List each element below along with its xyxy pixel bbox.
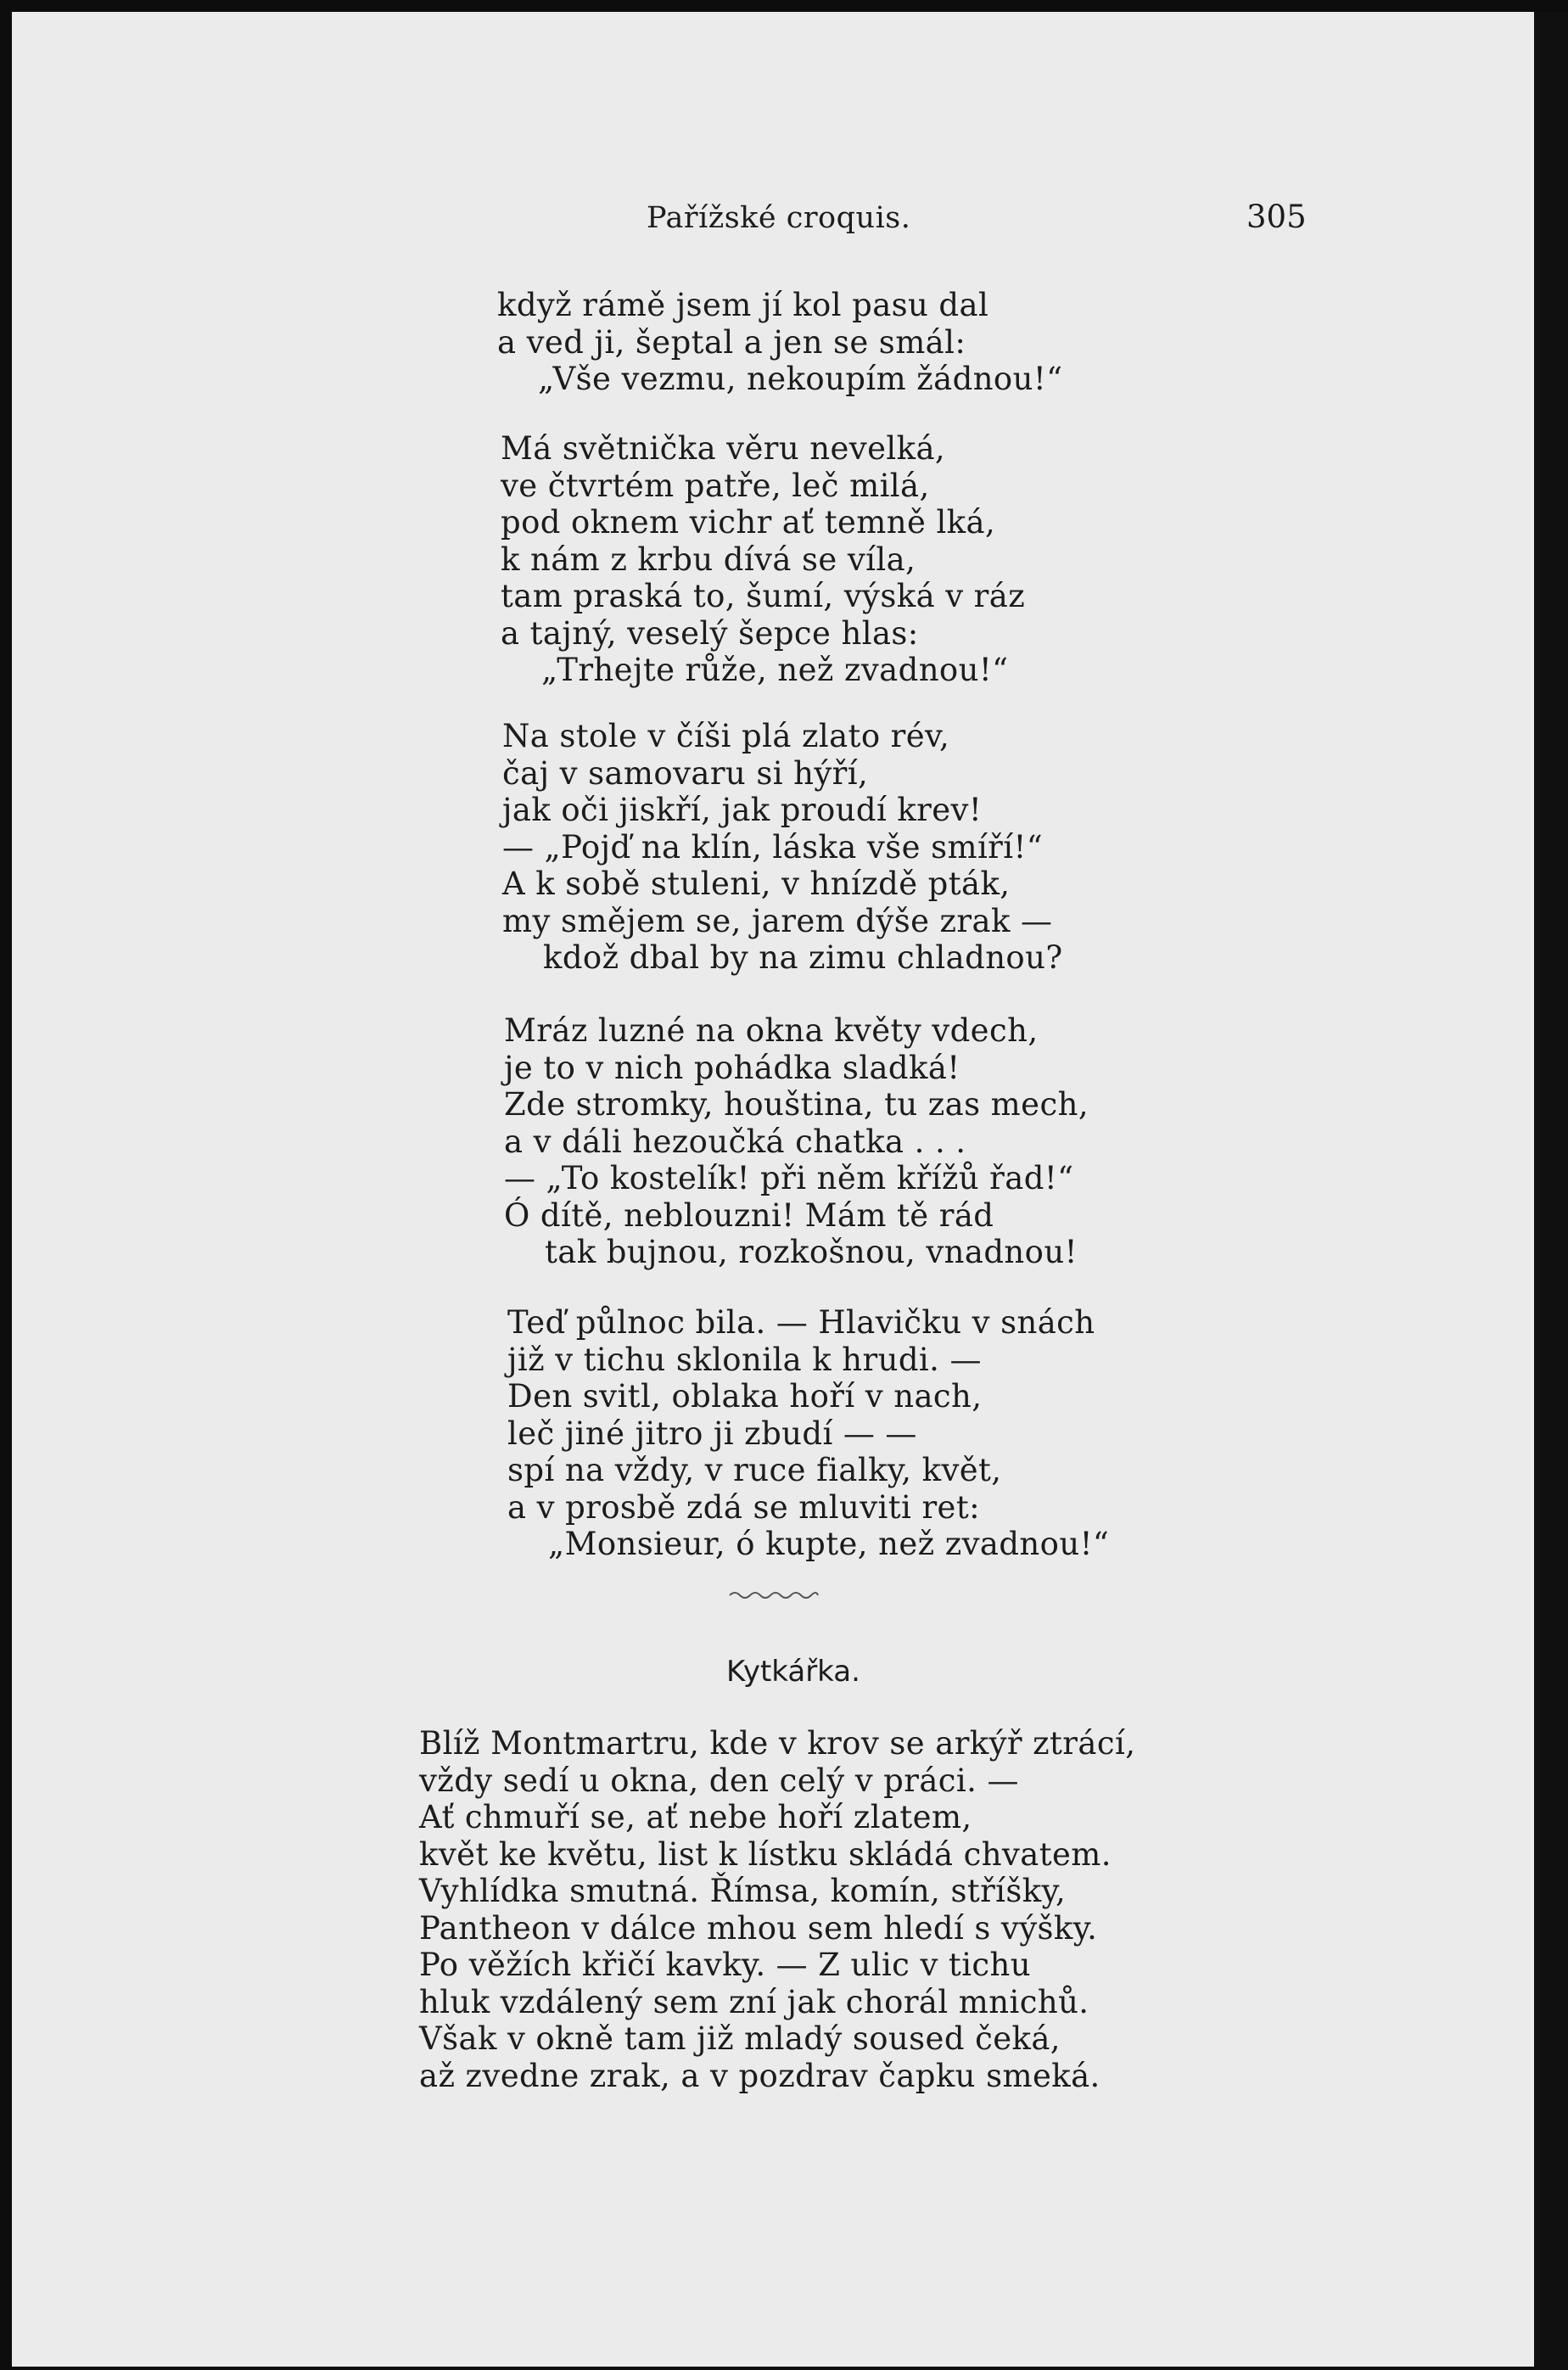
verse-line: je to v nich pohádka sladká! [504, 1049, 960, 1086]
verse-line: a v prosbě zdá se mluviti ret: [507, 1488, 980, 1526]
poem-stanza [502, 718, 1063, 977]
verse-line: Na stole v číši plá zlato rév, [502, 718, 950, 754]
verse-line: k nám z krbu dívá se víla, [501, 541, 916, 578]
verse-line: A k sobě stuleni, v hnízdě pták, [502, 866, 1011, 902]
verse-line: leč jiné jitro ji zbudí — — [507, 1415, 917, 1452]
poem-stanza [497, 287, 1062, 398]
verse-line: Blíž Montmartru, kde v krov se arkýř ztrácí, [419, 1725, 1136, 1762]
verse-line: my smějem se, jarem dýše zrak — [502, 902, 1053, 939]
poem-stanza [507, 1304, 1109, 1563]
page-number: 305 [1246, 199, 1307, 235]
verse-line: Ó dítě, neblouzni! Mám tě rád [504, 1196, 994, 1234]
verse-line: a v dáli hezoučká chatka . . . [504, 1123, 966, 1160]
page-edge-shadow [1534, 12, 1568, 2370]
verse-line: „Vše vezmu, nekoupím žádnou!“ [538, 361, 1063, 397]
verse-line: pod oknem vichr ať temně lká, [501, 504, 996, 541]
verse-line: až zvedne zrak, a v pozdrav čapku smeká. [419, 2057, 1100, 2094]
verse-line: — „To kostelík! při něm křížů řad!“ [504, 1160, 1074, 1196]
verse-line: kdož dbal by na zimu chladnou? [543, 939, 1063, 976]
verse-line: Vyhlídka smutná. Římsa, komín, stříšky, [419, 1873, 1067, 1909]
verse-line: ve čtvrtém patře, leč milá, [501, 467, 930, 504]
verse-line: vždy sedí u okna, den celý v práci. — [419, 1762, 1019, 1799]
verse-line: tam praská to, šumí, výská v ráz [501, 578, 1026, 614]
verse-line: jak oči jiskří, jak proudí krev! [502, 792, 983, 828]
wave-divider-ornament [728, 1588, 820, 1602]
verse-line: již v tichu sklonila k hrudi. — [507, 1341, 982, 1378]
poem-title: Kytkářka. [726, 1655, 860, 1689]
running-title: Pařížské croquis. [647, 201, 911, 235]
verse-line: a ved ji, šeptal a jen se smál: [497, 323, 966, 361]
verse-line: Ať chmuří se, ať nebe hoří zlatem, [419, 1799, 972, 1835]
verse-line: „Trhejte růže, než zvadnou!“ [541, 652, 1009, 688]
verse-line: Po věžích křičí kavky. — Z ulic v tichu [419, 1947, 1032, 1983]
verse-line: „Monsieur, ó kupte, než zvadnou!“ [548, 1526, 1110, 1562]
verse-line: Však v okně tam již mladý soused čeká, [419, 2020, 1061, 2057]
verse-line: — „Pojď na klín, láska vše smíří!“ [502, 828, 1044, 866]
verse-line: Mráz luzné na okna květy vdech, [504, 1012, 1039, 1049]
verse-line: Pantheon v dálce mhou sem hledí s výšky. [419, 1909, 1098, 1947]
verse-line: Má světnička věru nevelká, [501, 430, 946, 467]
verse-line: tak bujnou, rozkošnou, vnadnou! [545, 1234, 1078, 1270]
verse-line: spí na vždy, v ruce fialky, květ, [507, 1452, 1002, 1488]
verse-line: když rámě jsem jí kol pasu dal [497, 287, 989, 323]
poem-stanza [504, 1012, 1089, 1271]
verse-line: hluk vzdálený sem zní jak chorál mnichů. [419, 1983, 1089, 2020]
verse-line: Den svitl, oblaka hoří v nach, [507, 1378, 983, 1415]
verse-line: Zde stromky, houština, tu zas mech, [504, 1086, 1089, 1123]
verse-line: čaj v samovaru si hýří, [502, 754, 869, 792]
poem-stanza [501, 430, 1025, 689]
verse-line: a tajný, veselý šepce hlas: [501, 614, 919, 652]
poem-stanza [419, 1725, 1135, 2094]
verse-line: Teď půlnoc bila. — Hlavičku v snách [507, 1304, 1095, 1341]
verse-line: květ ke květu, list k lístku skládá chvatem. [419, 1835, 1112, 1873]
